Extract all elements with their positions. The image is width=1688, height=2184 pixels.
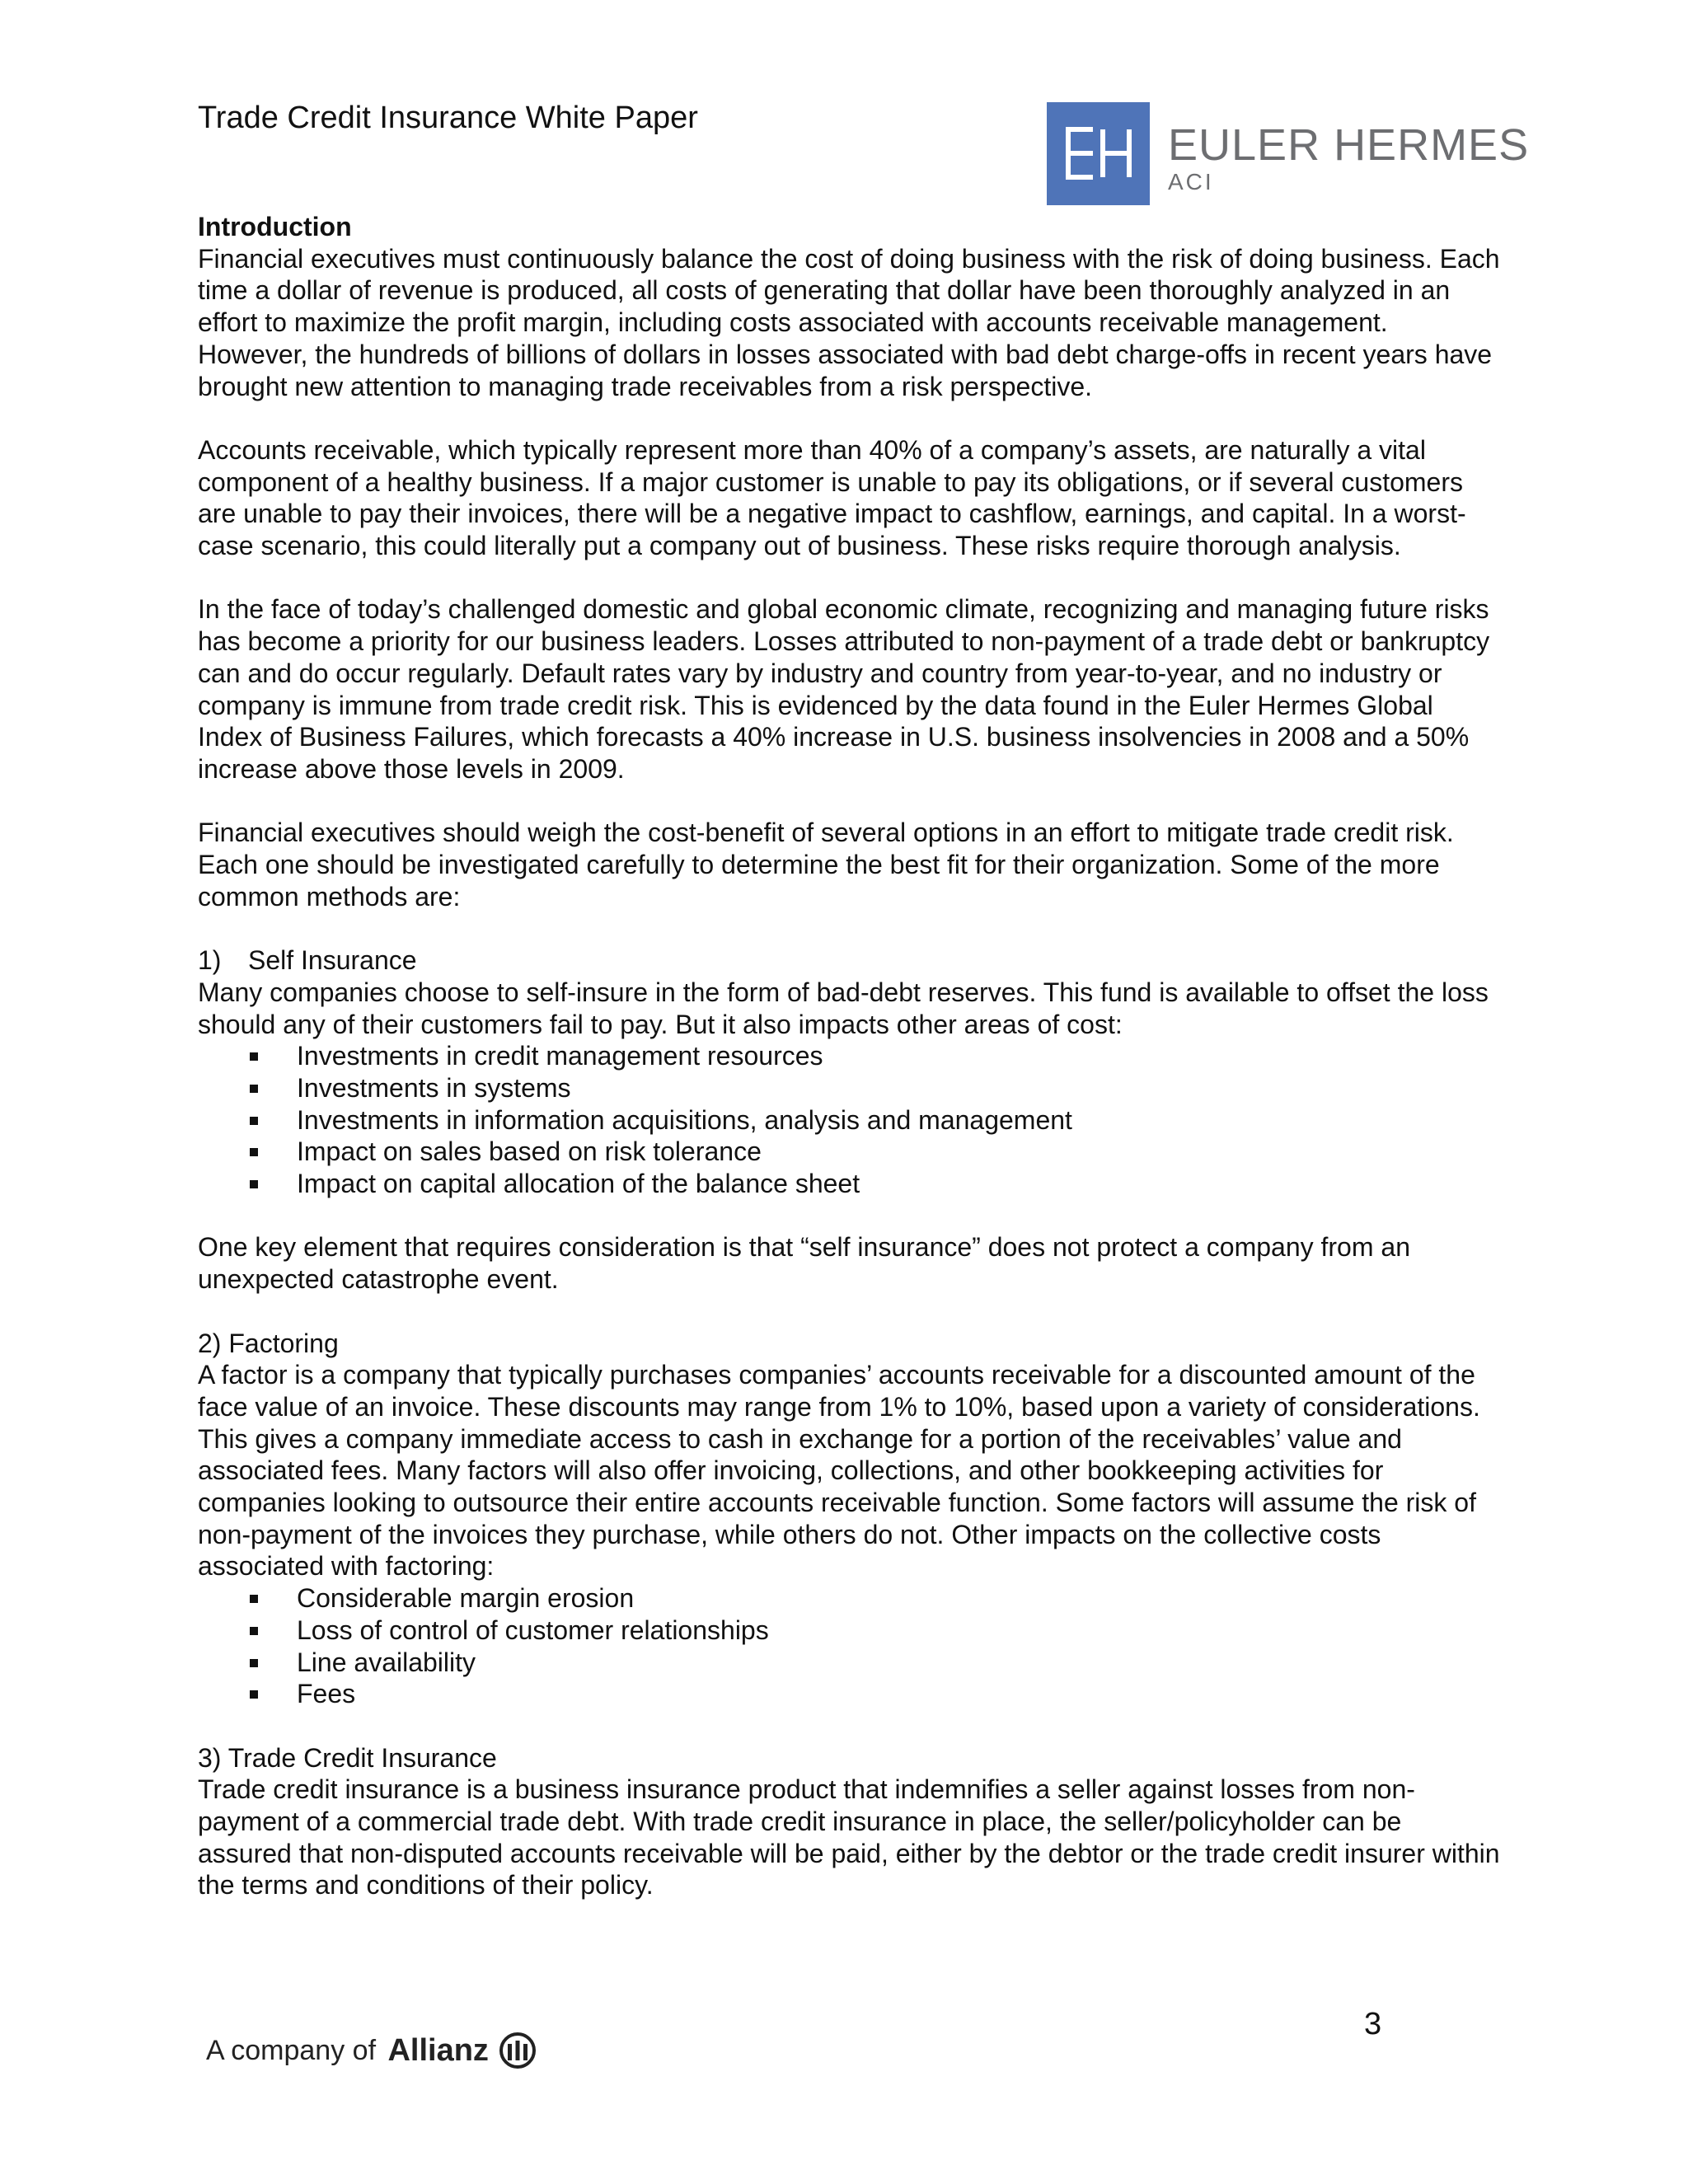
footer-company-of-allianz — [206, 2026, 537, 2075]
logo-subtitle: ACI — [1168, 169, 1214, 194]
eh-monogram-icon — [1047, 102, 1150, 205]
allianz-logo-icon — [499, 2032, 537, 2069]
self-insurance-paragraph: Many companies choose to self-insure in the form of bad-debt reserves. This fund is available to offset the loss should any of their customers fail to pay. But it also impacts other areas of cost: — [198, 977, 1489, 1039]
document-title: Trade Credit Insurance White Paper — [198, 101, 698, 135]
list-item: Line availability — [198, 1647, 1500, 1679]
footer-brand: Allianz — [387, 2033, 489, 2068]
section-factoring-title: 2) Factoring — [198, 1328, 339, 1358]
list-item: Fees — [198, 1678, 1500, 1710]
self-insurance-note: One key element that requires consideration is that “self insurance” does not protect a company from an unexpected catastrophe event. — [198, 1232, 1410, 1295]
intro-paragraph-1: Financial executives must continuously balance the cost of doing business with the risk of doing business. Each time a dollar of revenue is produced, all costs of generating that dollar have been thoroughly analyzed in an effort to maximize the profit margin, including costs associated with accounts receivable management. However, the hundreds of billions of dollars in losses associated with bad debt charge-offs in recent years have brought new attention to managing trade receivables from a risk perspective. — [198, 243, 1500, 401]
footer-prefix: A company of — [206, 2035, 377, 2066]
factoring-bullets — [198, 1582, 1500, 1710]
list-item: Considerable margin erosion — [198, 1582, 1500, 1615]
logo-wordmark: EULER HERMES — [1168, 120, 1530, 170]
euler-hermes-logo — [1047, 102, 1530, 205]
list-item: Impact on sales based on risk tolerance — [198, 1136, 1500, 1168]
self-insurance-bullets — [198, 1040, 1500, 1200]
page-number: 3 — [1364, 2007, 1382, 2041]
section-title-text: Self Insurance — [248, 945, 417, 976]
intro-paragraph-4: Financial executives should weigh the cost-benefit of several options in an effort to mitigate trade credit risk. Each one should be investigated carefully to determine the best fit for their organization. Some of the more common methods are: — [198, 818, 1454, 912]
list-item: Impact on capital allocation of the balance sheet — [198, 1168, 1500, 1200]
intro-paragraph-3: In the face of today’s challenged domestic and global economic climate, recognizing and managing future risks has become a priority for our business leaders. Losses attributed to non-payment of a trade debt or bankruptcy can and do occur regularly. Default rates vary by industry and country from year-to-year, and no industry or company is immune from trade credit risk. This is evidenced by the data found in the Euler Hermes Global Index of Business Failures, which forecasts a 40% increase in U.S. business insolvencies in 2008 and a 50% increase above those levels in 2009. — [198, 594, 1490, 784]
list-item: Loss of control of customer relationships — [198, 1615, 1500, 1647]
factoring-paragraph: A factor is a company that typically purchases companies’ accounts receivable for a discounted amount of the face value of an invoice. These discounts may range from 1% to 10%, based upon a variety of considerations. This gives a company immediate access to cash in exchange for a portion of the receivables’ value and associated fees. Many factors will also offer invoicing, collections, and other bookkeeping activities for companies looking to outsource their entire accounts receivable function. Some factors will assume the risk of non-payment of the invoices they purchase, while others do not. Other impacts on the collective costs associated with factoring: — [198, 1360, 1480, 1582]
intro-paragraph-2: Accounts receivable, which typically represent more than 40% of a company’s assets, are naturally a vital component of a healthy business. If a major customer is unable to pay its obligations, or if several customers are unable to pay their invoices, there will be a negative impact to cashflow, earnings, and capital. In a worst-case scenario, this could literally put a company out of business. These risks require thorough analysis. — [198, 434, 1466, 561]
list-item: Investments in credit management resources — [198, 1040, 1500, 1072]
section-self-insurance-title — [198, 944, 1500, 977]
list-item: Investments in systems — [198, 1072, 1500, 1104]
intro-heading: Introduction — [198, 212, 352, 241]
trade-credit-paragraph: Trade credit insurance is a business insurance product that indemnifies a seller against losses from non-payment of a commercial trade debt. With trade credit insurance in place, the seller/policyholder can be assured that non-disputed accounts receivable will be paid, either by the debtor or the trade credit insurer within the terms and conditions of their policy. — [198, 1774, 1500, 1900]
list-item: Investments in information acquisitions, analysis and management — [198, 1104, 1500, 1137]
document-body — [198, 211, 1500, 1933]
section-trade-credit-title: 3) Trade Credit Insurance — [198, 1742, 497, 1773]
section-number: 1) — [198, 945, 222, 976]
